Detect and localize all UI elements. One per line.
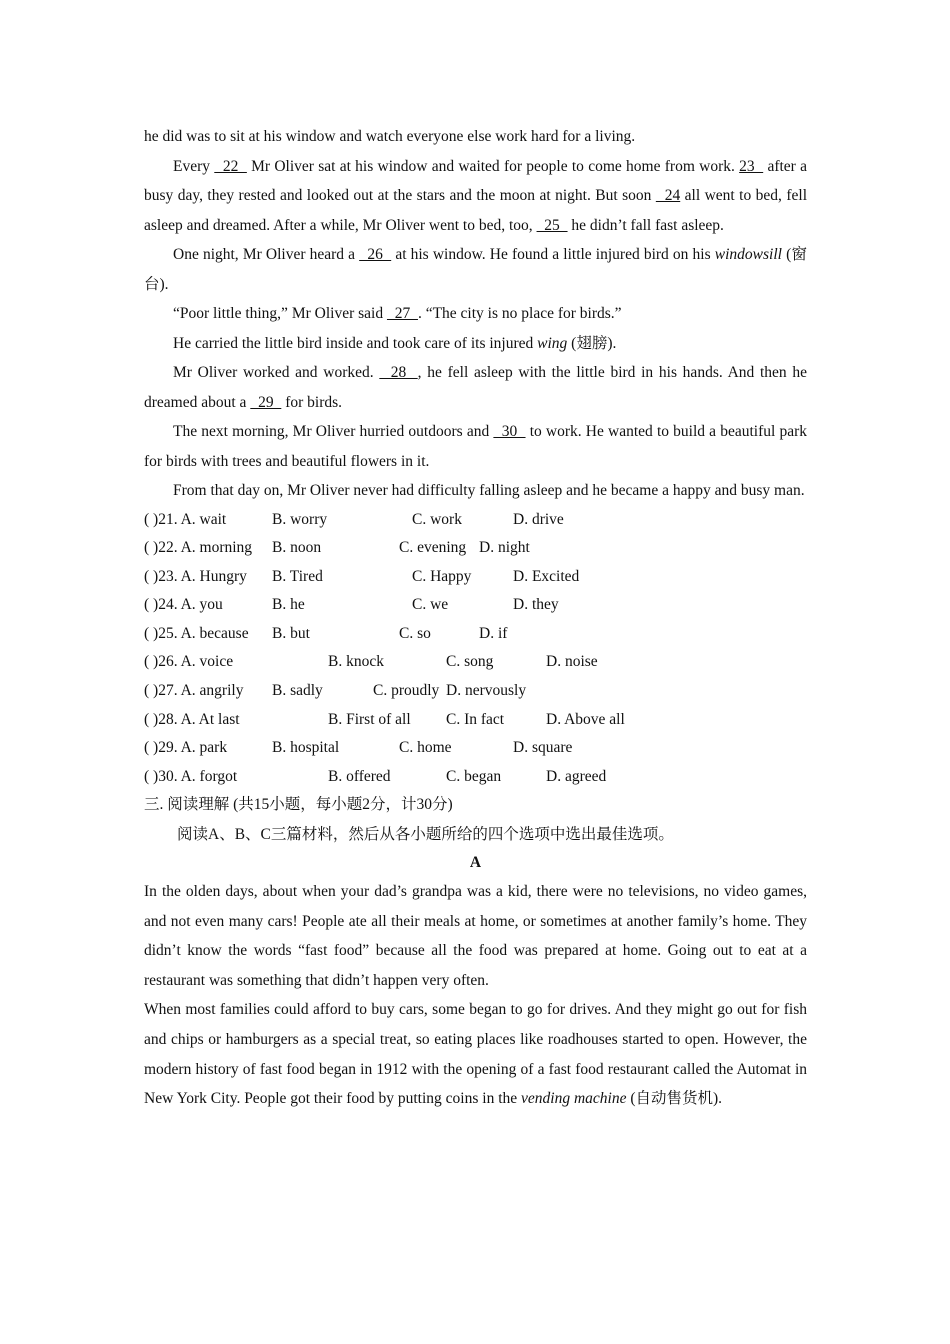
passage-paragraph-3: “Poor little thing,” Mr Oliver said 27 . “The city is no place for birds.” [173, 305, 622, 322]
option-c: C. so [399, 624, 431, 642]
option-row-29 [144, 734, 807, 763]
passage-paragraph-4: He carried the little bird inside and took care of its injured wing (翅膀). [173, 334, 617, 352]
option-d: D. agreed [546, 767, 607, 785]
question-27: ( )27. A. angrily [144, 682, 244, 700]
option-row-23 [144, 563, 807, 592]
option-c: C. In fact [446, 710, 505, 728]
question-26: ( )26. A. voice [144, 653, 234, 671]
question-25: ( )25. A. because [144, 624, 249, 642]
passage-a-paragraph-1: In the olden days, about when your dad’s grandpa was a kid, there were no televisions, no video games, and not even many cars! People ate all their meals at home, or sometimes at another family’s home. They didn’t know the words “fast food” because all the food was prepared at home. Going out to eat at a restaurant was something that didn’t happen very often. [144, 883, 807, 989]
blank-23: 23 [739, 157, 764, 175]
option-c: C. evening [399, 539, 467, 557]
option-c: C. song [446, 653, 494, 671]
section-3-instruction: 阅读A、B、C三篇材料，然后从各小题所给的四个选项中选出最佳选项。 [177, 826, 674, 844]
question-21: ( )21. A. wait [144, 510, 227, 528]
option-row-30 [144, 763, 807, 792]
question-30: ( )30. A. forgot [144, 767, 238, 785]
section-3-title: 三. 阅读理解 (共15小题，每小题2分，计30分) [144, 796, 453, 814]
passage-paragraph-2: One night, Mr Oliver heard a 26 at his window. He found a little injured bird on his windowsill (窗台). [144, 246, 808, 293]
passage-paragraph-1: Every 22 Mr Oliver sat at his window and waited for people to come home from work. 23 after a busy day, they rested and looked out at the stars and the moon at night. But soon 24 all went to bed, fell asleep and dreamed. After a while, Mr Oliver went to bed, too, 25 he didn’t fall fast asleep. [144, 157, 808, 234]
option-row-25 [144, 620, 807, 649]
option-b: B. but [272, 624, 310, 642]
blank-30: 30 [493, 423, 526, 440]
option-d: D. square [513, 739, 573, 757]
option-row-28 [144, 706, 807, 735]
question-23: ( )23. A. Hungry [144, 567, 247, 585]
blank-29: 29 [250, 393, 282, 411]
option-b: B. sadly [272, 682, 323, 700]
passage-paragraph-5: Mr Oliver worked and worked. 28 , he fell asleep with the little bird in his hands. And then he dreamed about a 29 for birds. [144, 364, 808, 411]
option-row-27 [144, 677, 807, 706]
passage-paragraph-7: From that day on, Mr Oliver never had difficulty falling asleep and he became a happy and busy man. [173, 482, 805, 499]
option-d: D. noise [546, 653, 598, 671]
question-24: ( )24. A. you [144, 596, 223, 614]
option-d: D. if [479, 624, 508, 642]
option-d: D. Excited [513, 567, 580, 585]
passage-a-heading: A [469, 854, 482, 872]
option-c: C. proudly [373, 682, 440, 700]
option-c: C. began [446, 767, 502, 785]
option-b: B. knock [328, 653, 384, 671]
option-b: B. offered [328, 767, 391, 785]
exam-page [144, 122, 807, 1114]
option-d: D. they [513, 596, 559, 614]
question-29: ( )29. A. park [144, 739, 228, 757]
blank-28: 28 [379, 364, 418, 381]
question-28: ( )28. A. At last [144, 710, 240, 728]
option-c: C. we [412, 596, 449, 614]
option-b: B. hospital [272, 739, 340, 757]
option-b: B. worry [272, 510, 328, 528]
option-d: D. nervously [446, 682, 527, 700]
blank-24: 24 [655, 187, 681, 204]
blank-27: 27 [386, 305, 418, 322]
blank-22: 22 [214, 157, 247, 175]
question-22: ( )22. A. morning [144, 539, 253, 557]
option-d: D. Above all [546, 710, 625, 728]
option-c: C. work [412, 510, 462, 528]
blank-25: 25 [536, 216, 568, 234]
blank-26: 26 [359, 246, 392, 263]
option-c: C. Happy [412, 567, 472, 585]
option-b: B. First of all [328, 710, 411, 728]
option-row-22 [144, 534, 807, 563]
option-row-24 [144, 591, 807, 620]
option-d: D. night [479, 539, 530, 557]
option-row-26 [144, 648, 807, 677]
option-b: B. he [272, 596, 305, 614]
passage-paragraph-6: The next morning, Mr Oliver hurried outdoors and 30 to work. He wanted to build a beautiful park for birds with trees and beautiful flowers in it. [144, 423, 808, 470]
option-c: C. home [399, 739, 452, 757]
option-row-21 [144, 506, 807, 535]
option-b: B. Tired [272, 567, 323, 585]
passage-a-paragraph-2: When most families could afford to buy cars, some began to go for drives. And they might go out for fish and chips or hamburgers as a special treat, so eating places like roadhouses started to open. However, the modern history of fast food began in 1912 with the opening of a fast food restaurant called the Automat in New York City. People got their food by putting coins in the vending machine (自动售货机). [144, 1001, 807, 1108]
passage-line-0: he did was to sit at his window and watch everyone else work hard for a living. [144, 128, 636, 145]
options-list [144, 506, 807, 792]
option-d: D. drive [513, 510, 564, 528]
option-b: B. noon [272, 539, 322, 557]
